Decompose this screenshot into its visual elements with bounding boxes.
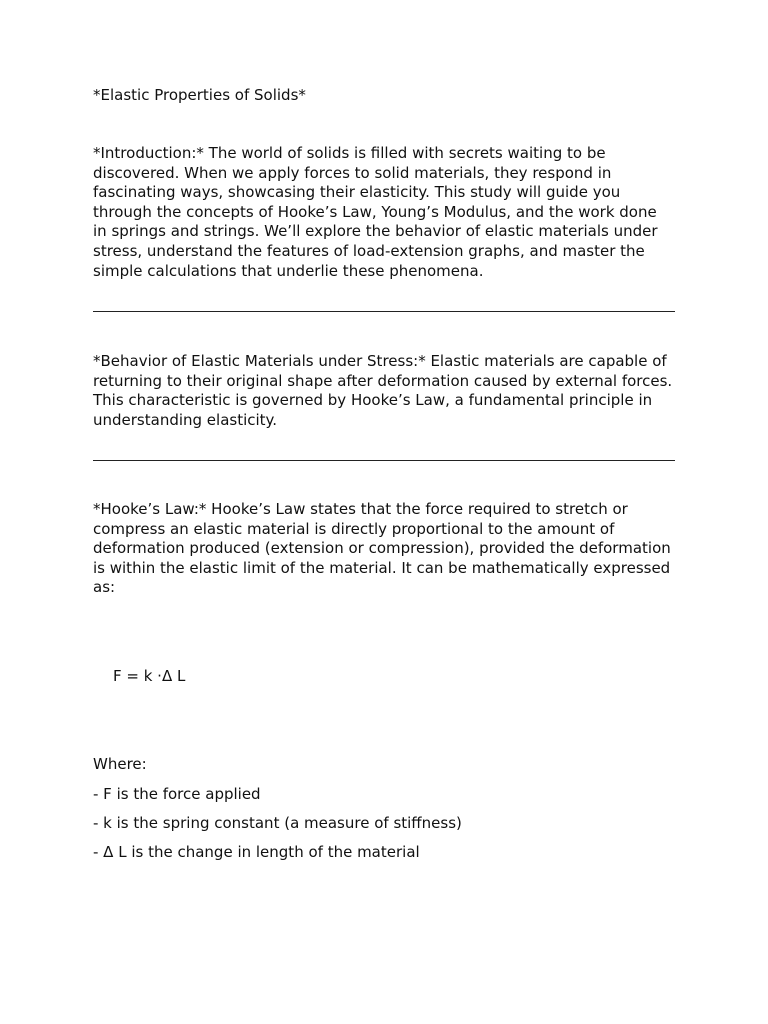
definition-item: - Δ L is the change in length of the material bbox=[93, 843, 420, 861]
section-divider bbox=[93, 460, 675, 461]
document-title: *Elastic Properties of Solids* bbox=[93, 86, 306, 104]
behavior-paragraph: *Behavior of Elastic Materials under Stress:* Elastic materials are capable of returning to their original shape after deformation caused by external forces. This characteristic is governed by Hooke’s Law, a fundamental principle in understanding elasticity. bbox=[93, 352, 673, 429]
definition-item: - k is the spring constant (a measure of stiffness) bbox=[93, 814, 462, 832]
definition-item: - F is the force applied bbox=[93, 785, 261, 803]
hookes-law-formula: F = k ·Δ L bbox=[113, 667, 186, 685]
section-divider bbox=[93, 311, 675, 312]
where-label: Where: bbox=[93, 755, 147, 773]
introduction-paragraph: *Introduction:* The world of solids is filled with secrets waiting to be discovered. When we apply forces to solid materials, they respond in fascinating ways, showcasing their elasticity. This study will guide you through the concepts of Hooke’s Law, Young’s Modulus, and the work done in springs and strings. We’ll explore the behavior of elastic materials under stress, understand the features of load-extension graphs, and master the simple calculations that underlie these phenomena. bbox=[93, 144, 658, 280]
hookes-law-paragraph: *Hooke’s Law:* Hooke’s Law states that the force required to stretch or compress an elastic material is directly proportional to the amount of deformation produced (extension or compression), provided the deformation is within the elastic limit of the material. It can be mathematically expressed as: bbox=[93, 500, 671, 597]
